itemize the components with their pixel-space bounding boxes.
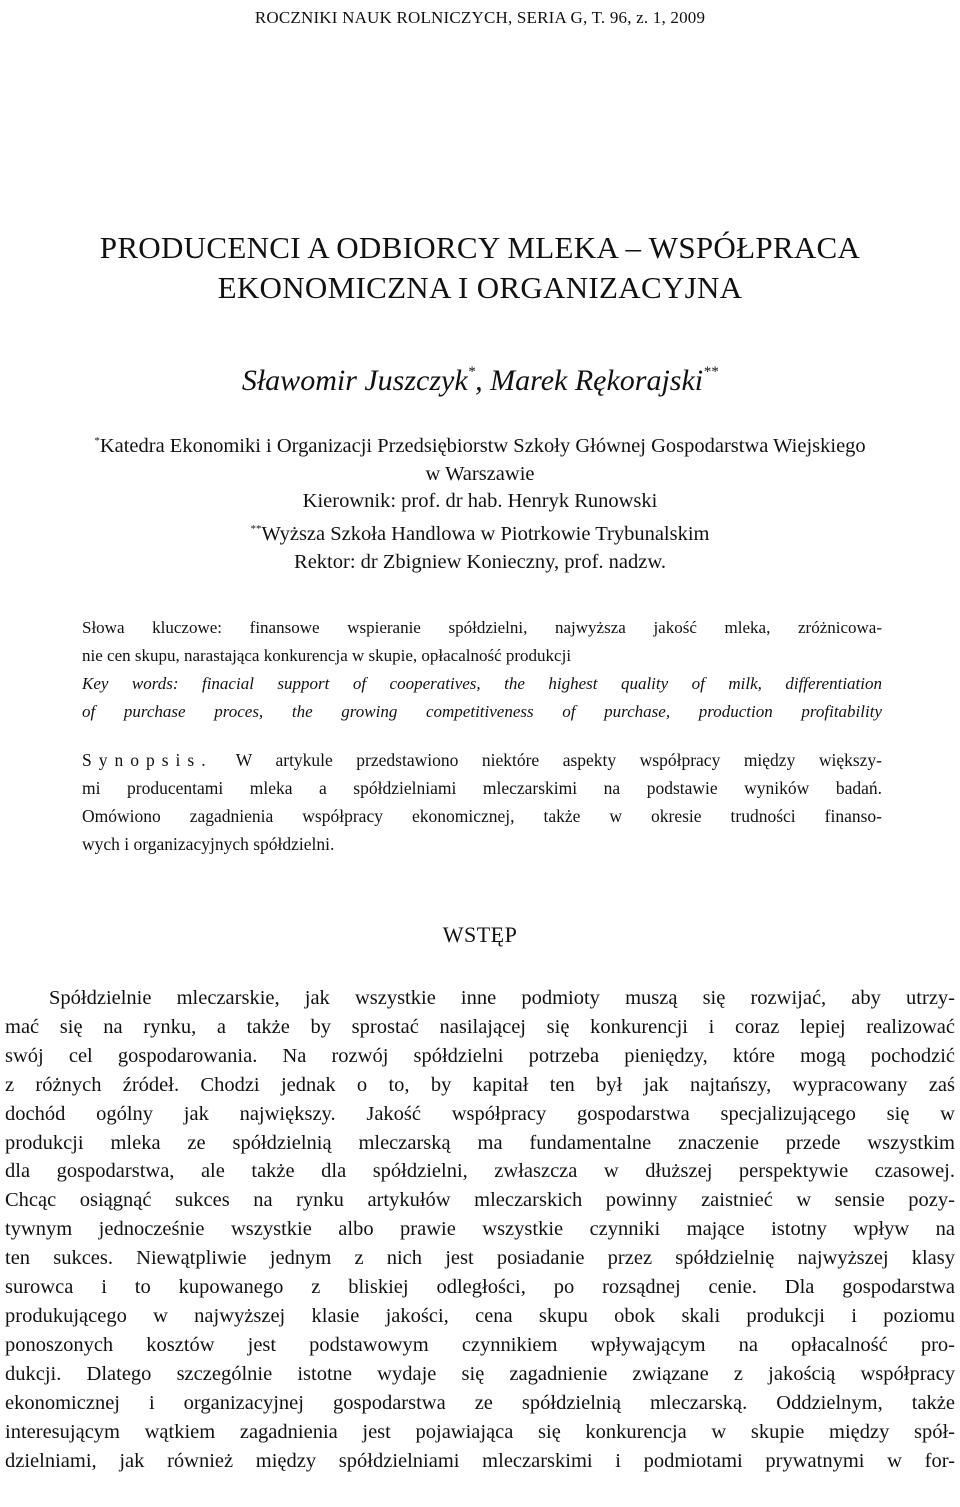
body-line: ten sukces. Niewątpliwie jednym z nich jest posiadanie przez spółdzielnię najwyższej klasy <box>5 1247 955 1270</box>
affiliation-1-mark: * <box>94 435 100 447</box>
synopsis-line-3: Omówiono zagadnienia współpracy ekonomicznej, także w okresie trudności finanso- <box>82 806 882 826</box>
body-line: produkcji mleka ze spółdzielnią mleczarską ma fundamentalne znaczenie przede wszystkim <box>5 1131 955 1154</box>
keywords-en-line-1: Key words: finacial support of cooperatives, the highest quality of milk, differentiation <box>82 674 882 693</box>
body-line: Spółdzielnie mleczarskie, jak wszystkie inne podmioty muszą się rozwijać, aby utrzy- <box>49 987 955 1009</box>
body-line: surowca i to kupowanego z bliskiej odległości, po rozsądnej cenie. Dla gospodarstwa <box>5 1276 955 1299</box>
author-list <box>0 364 960 398</box>
body-line: dukcji. Dlatego szczególnie istotne wydaje się zagadnienie związane z jakością współpracy <box>5 1362 955 1385</box>
body-line: dzielniami, jak również między spółdzielniami mleczarskimi i podmiotami prywatnymi w for- <box>5 1449 955 1472</box>
author-name-2: Marek Rękorajski <box>490 364 704 397</box>
body-line: dla gospodarstwa, ale także dla spółdzielni, zwłaszcza w dłuższej perspektywie czasowej. <box>5 1160 955 1183</box>
section-heading: WSTĘP <box>442 922 518 947</box>
keywords-en-line-2: of purchase proces, the growing competitiveness of purchase, production profitability <box>82 702 882 721</box>
article-title <box>0 228 960 308</box>
affiliation-line-1: *Katedra Ekonomiki i Organizacji Przedsiębiorstw Szkoły Głównej Gospodarstwa Wiejskiego <box>94 435 866 457</box>
body-line: ponoszonych kosztów jest podstawowym czynnikiem wpływającym na opłacalność pro- <box>5 1333 955 1356</box>
body-line: tywnym jednocześnie wszystkie albo prawie wszystkie czynniki mające istotny wpływ na <box>5 1218 955 1241</box>
keywords-block <box>82 614 882 726</box>
keywords-pl-line-1: Słowa kluczowe: finansowe wspieranie spółdzielni, najwyższa jakość mleka, zróżnicowa- <box>82 618 882 637</box>
affiliation-2-mark: ** <box>250 523 262 536</box>
affiliations <box>0 428 960 577</box>
keywords-pl-line-2: nie cen skupu, narastająca konkurencja w skupie, opłacalność produkcji <box>82 646 572 665</box>
body-line: ekonomicznej i organizacyjnej gospodarstwa ze spółdzielnią mleczarską. Oddzielnym, także <box>5 1391 955 1414</box>
author-1-footnote-mark: * <box>467 364 476 380</box>
body-paragraph <box>5 984 955 1475</box>
body-line: swój cel gospodarowania. Na rozwój spółdzielni potrzeba pieniędzy, które mogą pochodzić <box>5 1044 955 1067</box>
author-name-1: Sławomir Juszczyk <box>241 364 468 397</box>
body-line: mać się na rynku, a także by sprostać nasilającej się konkurencji i coraz lepiej realizować <box>5 1015 955 1038</box>
synopsis-block <box>82 746 882 858</box>
affiliation-line-2: w Warszawie <box>425 462 535 485</box>
body-line: z różnych źródeł. Chodzi jednak o to, by kapitał ten był jak najtańszy, wypracowany zaś <box>5 1073 955 1096</box>
title-line-2: EKONOMICZNA I ORGANIZACYJNA <box>217 270 743 305</box>
title-line-1: PRODUCENCI A ODBIORCY MLEKA – WSPÓŁPRACA <box>99 230 861 265</box>
synopsis-line-1: Synopsis. W artykule przedstawiono niektóre aspekty współpracy między większy- <box>82 750 882 770</box>
body-line: produkującego w najwyższej klasie jakości, cena skupu obok skali produkcji i poziomu <box>5 1304 955 1327</box>
author-separator: , <box>475 364 491 397</box>
body-line: Chcąc osiągnąć sukces na rynku artykułów mleczarskich powinny zaistnieć w sensie pozy- <box>5 1189 955 1212</box>
synopsis-line-4: wych i organizacyjnych spółdzielni. <box>82 834 335 854</box>
body-line: dochód ogólny jak największy. Jakość współpracy gospodarstwa specjalizującego się w <box>5 1102 955 1125</box>
affiliation-head-2: Rektor: dr Zbigniew Konieczny, prof. nadzw. <box>294 550 666 573</box>
running-head: ROCZNIKI NAUK ROLNICZYCH, SERIA G, T. 96, z. 1, 2009 <box>254 8 706 27</box>
body-line: interesującym wątkiem zagadnienia jest pojawiająca się konkurencja w skupie między spół- <box>5 1420 955 1443</box>
author-2-footnote-mark: ** <box>703 364 719 380</box>
affiliation-line-3: **Wyższa Szkoła Handlowa w Piotrkowie Trybunalskim <box>250 523 710 546</box>
synopsis-label: Synopsis. <box>82 750 213 770</box>
synopsis-line-2: mi producentami mleka a spółdzielniami mleczarskimi na podstawie wyników badań. <box>82 778 882 798</box>
affiliation-head-1: Kierownik: prof. dr hab. Henryk Runowski <box>302 490 658 513</box>
